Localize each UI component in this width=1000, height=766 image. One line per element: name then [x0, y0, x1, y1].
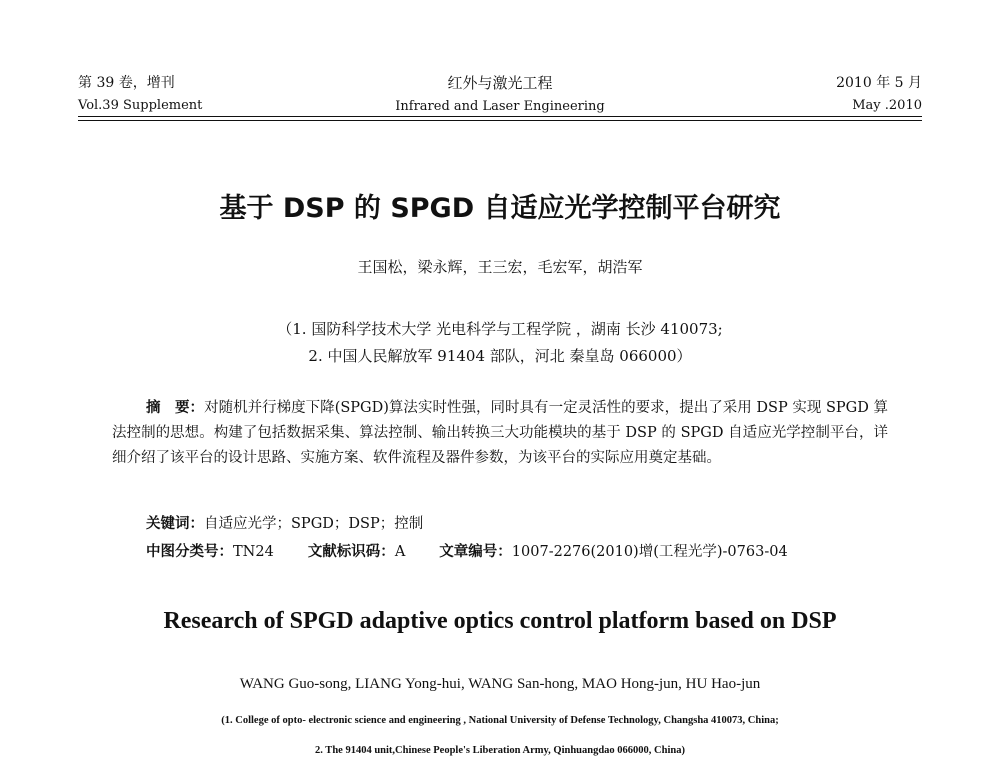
journal-name-en: Infrared and Laser Engineering [395, 99, 605, 114]
doc-code-label: 文献标识码： [307, 544, 395, 560]
keywords-text: 自适应光学；SPGD；DSP；控制 [204, 516, 424, 532]
authors-cn: 王国松，梁永辉，王三宏，毛宏军，胡浩军 [357, 258, 643, 276]
journal-name-cn: 红外与激光工程 [447, 74, 553, 92]
affiliation-en-line: 2. The 91404 unit,Chinese People's Liberation Army, Qinhuangdao 066000, China) [315, 745, 685, 756]
keywords-label: 关键词： [146, 516, 204, 532]
clc-label: 中图分类号： [146, 544, 233, 560]
affiliation-cn-line: （1. 国防科学技术大学 光电科学与工程学院 ，湖南 长沙 410073; [277, 320, 723, 338]
journal-name [78, 72, 922, 114]
doc-code-value: A [394, 544, 406, 560]
article-no-value: 1007-2276(2010)增(工程光学)-0763-04 [511, 544, 788, 560]
volume-en: Vol.39 Supplement [78, 98, 203, 113]
header-rule-bottom [78, 120, 922, 121]
paper-title-cn: 基于 DSP 的 SPGD 自适应光学控制平台研究 [219, 193, 781, 224]
abstract-label: 摘 要： [146, 400, 205, 416]
issue-date-en: May .2010 [852, 98, 922, 113]
clc-value: TN24 [233, 544, 274, 560]
affiliation-en-line: (1. College of opto- electronic science and engineering , National University of Defense Technology, Changsha 410073, China; [221, 715, 779, 726]
affiliation-cn [0, 316, 1000, 370]
journal-header [78, 72, 922, 126]
abstract-cn [112, 396, 888, 471]
abstract-text: 对随机并行梯度下降(SPGD)算法实时性强，同时具有一定灵活性的要求，提出了采用 DSP 实现 SPGD 算法控制的思想。构建了包括数据采集、算法控制、输出转换三大功能模块的基于 DSP 的 SPGD 自适应光学控制平台，详细介绍了该平台的设计思路、实施方案、软件流程及器件参数，为该平台的实际应用奠定基础。 [112, 400, 889, 466]
issue-date [836, 72, 922, 113]
header-rule-top [78, 116, 922, 117]
paper-title-en: Research of SPGD adaptive optics control platform based on DSP [163, 608, 837, 634]
authors-en: WANG Guo-song, LIANG Yong-hui, WANG San-hong, MAO Hong-jun, HU Hao-jun [239, 676, 761, 692]
affiliation-en [0, 706, 1000, 766]
keywords [146, 512, 423, 533]
volume-cn: 第 39 卷，增刊 [78, 75, 175, 91]
affiliation-cn-line: 2. 中国人民解放军 91404 部队，河北 秦皇岛 066000） [308, 347, 692, 365]
article-no-label: 文章编号： [439, 544, 512, 560]
issue-date-cn: 2010 年 5 月 [836, 75, 922, 91]
classification-line [146, 540, 788, 561]
